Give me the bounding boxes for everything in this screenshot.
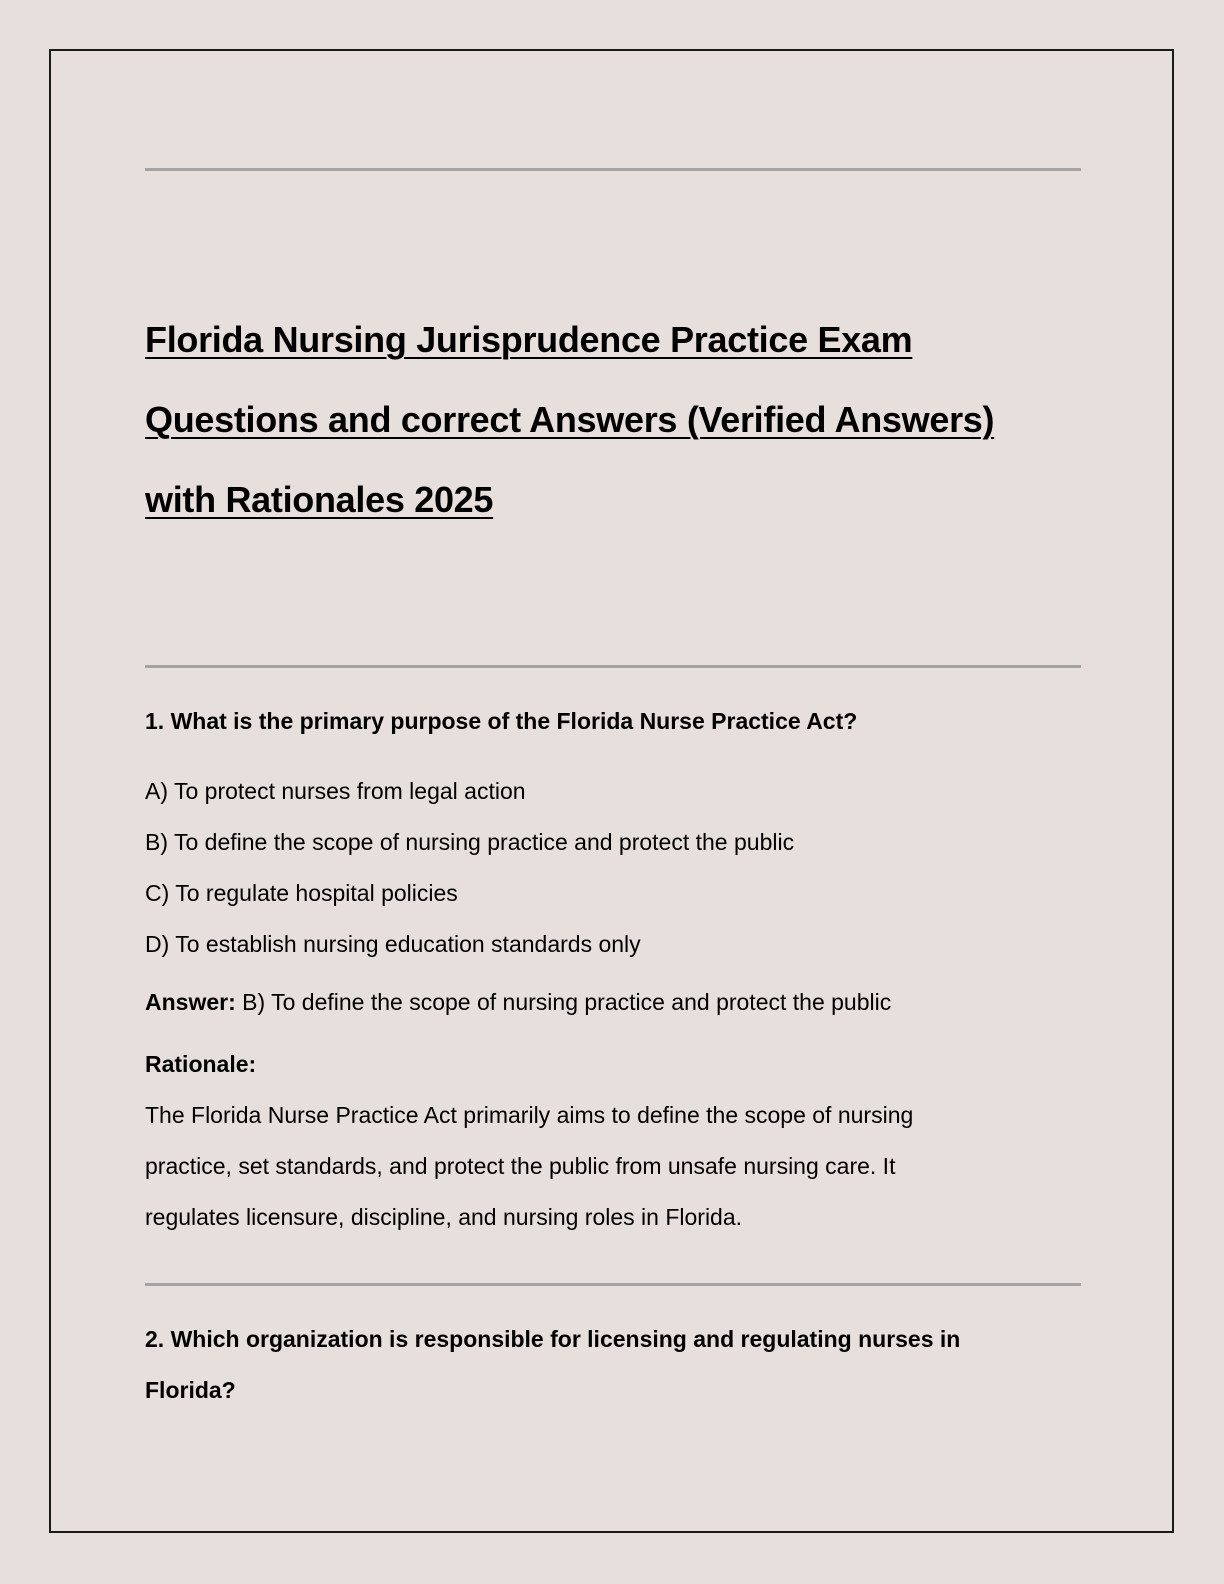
title-line-3: with Rationales 2025 <box>145 479 494 520</box>
option-b: B) To define the scope of nursing practice and protect the public <box>145 829 795 855</box>
question-2-line-1: 2. Which organization is responsible for licensing and regulating nurses in <box>145 1326 961 1352</box>
question-2 <box>145 1314 1081 1416</box>
option-d: D) To establish nursing education standards only <box>145 931 641 957</box>
question-2-line-2: Florida? <box>145 1377 236 1403</box>
rationale-line-1: The Florida Nurse Practice Act primarily aims to define the scope of nursing <box>145 1102 914 1128</box>
question-1: 1. What is the primary purpose of the Florida Nurse Practice Act? <box>145 708 858 734</box>
rationale-text <box>145 1090 1025 1243</box>
title-line-2: Questions and correct Answers (Verified Answers) <box>145 399 995 440</box>
divider-after-title <box>145 665 1081 668</box>
rationale-line-3: regulates licensure, discipline, and nursing roles in Florida. <box>145 1204 743 1230</box>
option-c: C) To regulate hospital policies <box>145 880 458 906</box>
question-1-answer <box>145 982 1081 1022</box>
answer-text: B) To define the scope of nursing practice and protect the public <box>235 989 892 1015</box>
rationale-line-2: practice, set standards, and protect the public from unsafe nursing care. It <box>145 1153 896 1179</box>
answer-label: Answer: <box>145 989 236 1015</box>
rationale-label: Rationale: <box>145 1051 257 1077</box>
question-1-options <box>145 766 1081 970</box>
title-line-1: Florida Nursing Jurisprudence Practice Exam <box>145 319 913 360</box>
document-title <box>145 300 1105 540</box>
option-a: A) To protect nurses from legal action <box>145 778 526 804</box>
divider-top <box>145 168 1081 171</box>
divider-after-question-1 <box>145 1283 1081 1286</box>
